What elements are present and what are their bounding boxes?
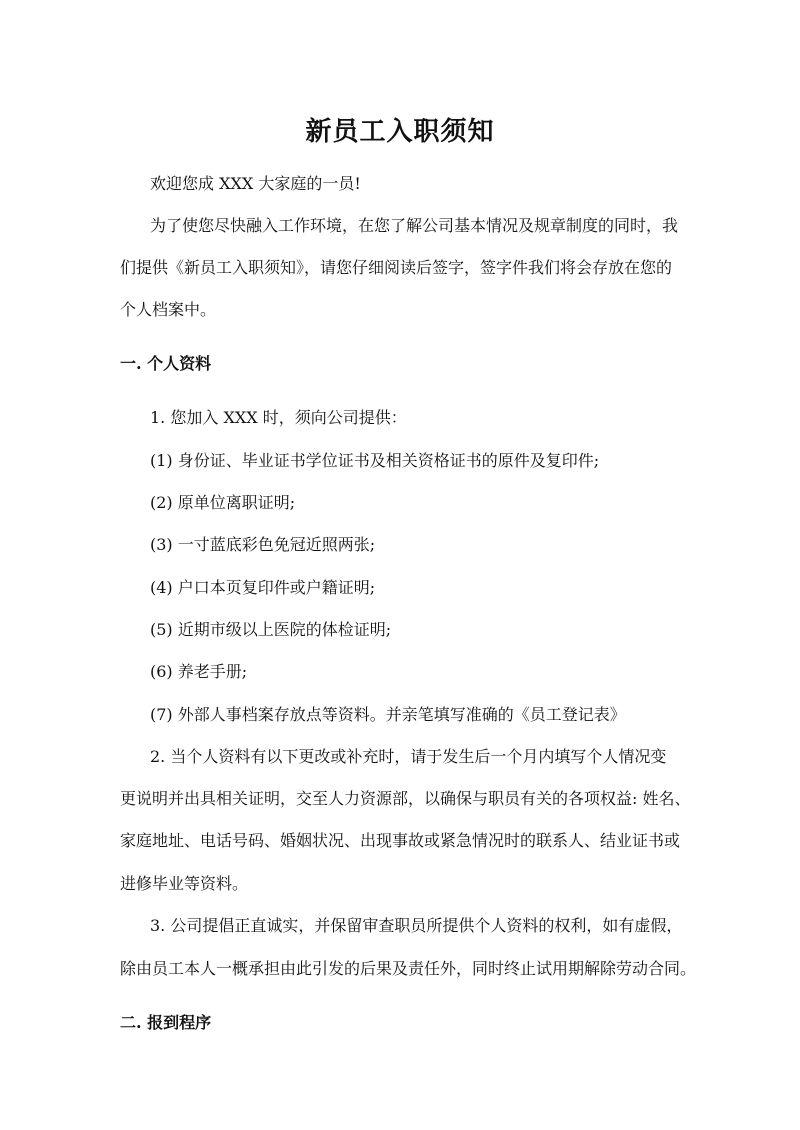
paragraph-line: 进修毕业等资料。 [120,874,249,893]
paragraph-line: 2. 当个人资料有以下更改或补充时，请于发生后一个月内填写个人情况变 [150,747,667,766]
welcome-text: 欢迎您成 XXX 大家庭的一员! [150,174,361,193]
list-subitem: (5) 近期市级以上医院的体检证明; [150,620,392,639]
intro-line: 们提供《新员工入职须知》，请您仔细阅读后签字，签字件我们将会存放在您的 [120,258,673,277]
intro-line: 个人档案中。 [120,300,217,319]
paragraph-line: 更说明并出具相关证明，交至人力资源部，以确保与职员有关的各项权益: 姓名、 [120,789,691,808]
list-subitem: (1) 身份证、毕业证书学位证书及相关资格证书的原件及复印件; [150,451,600,470]
list-subitem: (2) 原单位离职证明; [150,493,296,512]
paragraph-line: 家庭地址、电话号码、婚姻状况、出现事故或紧急情况时的联系人、结业证书或 [120,831,681,850]
section-heading-personal-info: 一. 个人资料 [120,354,212,373]
section-heading-onboarding: 二. 报到程序 [120,1013,212,1032]
paragraph-line: 3. 公司提倡正直诚实，并保留审查职员所提供个人资料的权利，如有虚假， [150,916,683,935]
paragraph-line: 除由员工本人一概承担由此引发的后果及责任外，同时终止试用期解除劳动合同。 [120,959,697,978]
list-item-lead: 1. 您加入 XXX 时，须向公司提供： [150,408,407,427]
list-subitem: (3) 一寸蓝底彩色免冠近照两张; [150,535,376,554]
list-subitem: (4) 户口本页复印件或户籍证明; [150,578,376,597]
intro-line: 为了使您尽快融入工作环境，在您了解公司基本情况及规章制度的同时，我 [150,216,679,235]
list-subitem: (7) 外部人事档案存放点等资料。并亲笔填写准确的《员工登记表》 [150,705,626,724]
list-subitem: (6) 养老手册; [150,662,248,681]
document-title: 新员工入职须知 [305,117,495,147]
